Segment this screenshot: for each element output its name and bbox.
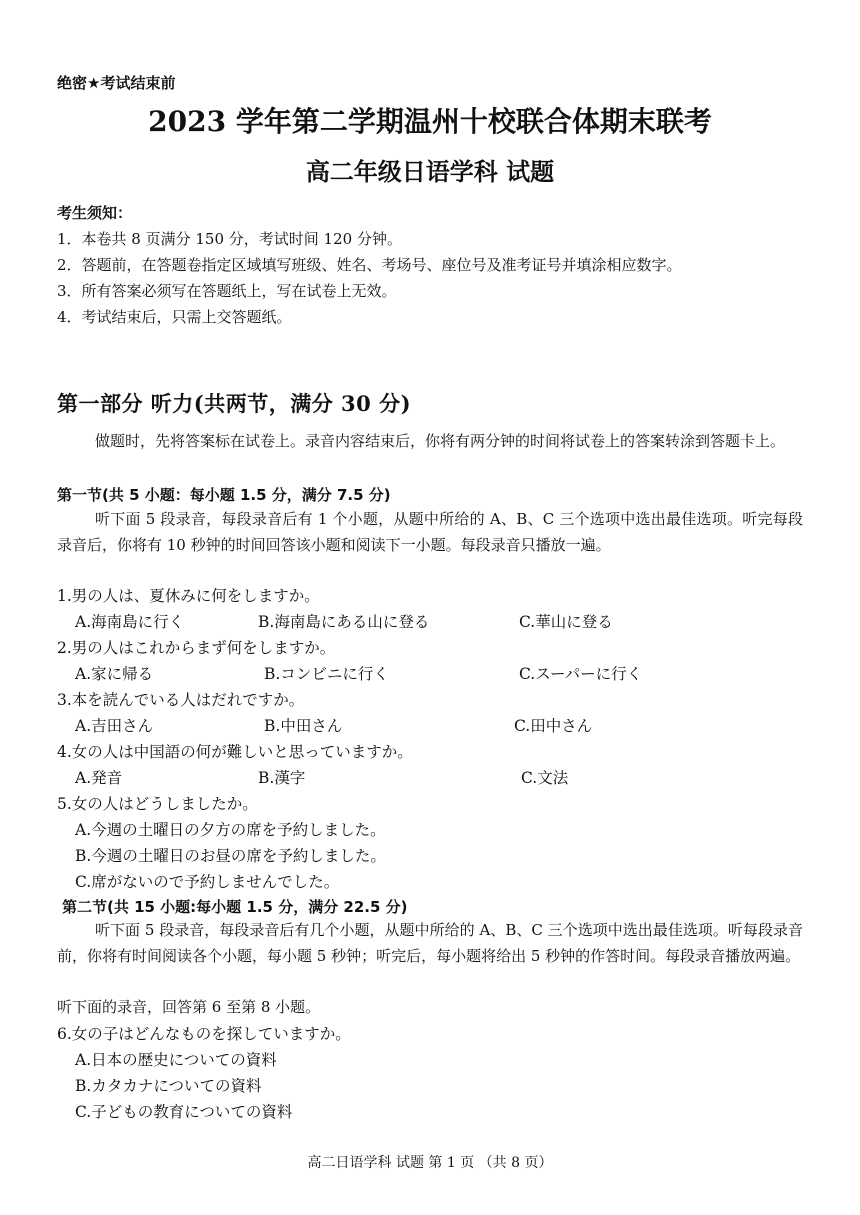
option-a: A.今週の土曜日の夕方の席を予約しました。: [75, 821, 386, 839]
page-footer: 高二日语学科 试题 第 1 页 （共 8 页）: [307, 1155, 553, 1171]
notice-item: 4．考试结束后，只需上交答题纸。: [57, 308, 292, 326]
question-6: 6.女の子はどんなものを探していますか。: [57, 1025, 351, 1043]
option-c: C.席がないので予約しませんでした。: [75, 873, 340, 891]
exam-subtitle: 高二年级日语学科 试题: [305, 157, 555, 186]
option-a: A.発音: [75, 769, 123, 787]
part1-intro: 做题时，先将答案标在试卷上。录音内容结束后，你将有两分钟的时间将试卷上的答案转涂到答题卡上。: [95, 432, 786, 450]
option-b: B.中田さん: [264, 717, 343, 735]
notice-item: 3．所有答案必须写在答题纸上，写在试卷上无效。: [57, 282, 397, 300]
exam-title: 2023 学年第二学期温州十校联合体期末联考: [148, 105, 712, 138]
question-3: 3.本を読んでいる人はだれですか。: [57, 691, 305, 709]
option-c: C.子どもの教育についての資料: [75, 1103, 293, 1121]
section2-subinstruction: 听下面的录音，回答第 6 至第 8 小题。: [57, 998, 321, 1016]
notice-item: 1．本卷共 8 页满分 150 分，考试时间 120 分钟。: [57, 230, 402, 248]
option-b: B.今週の土曜日のお昼の席を予約しました。: [75, 847, 386, 865]
notice-item: 2．答题前，在答题卷指定区域填写班级、姓名、考场号、座位号及准考证号并填涂相应数字。: [57, 256, 682, 274]
section1-heading: 第一节(共 5 小题：每小题 1.5 分，满分 7.5 分): [57, 486, 391, 504]
confidential-mark: 绝密★考试结束前: [57, 74, 176, 92]
question-2: 2.男の人はこれからまず何をしますか。: [57, 639, 336, 657]
option-a: A.日本の歴史についての資料: [75, 1051, 277, 1069]
part1-heading: 第一部分 听力(共两节，满分 30 分): [57, 391, 412, 416]
option-a: A.家に帰る: [75, 665, 154, 683]
option-c: C.スーパーに行く: [519, 665, 643, 683]
section2-heading: 第二节(共 15 小题:每小题 1.5 分，满分 22.5 分): [62, 898, 408, 916]
option-b: B.海南島にある山に登る: [258, 613, 430, 631]
notice-heading: 考生须知：: [57, 204, 133, 222]
option-c: C.田中さん: [514, 717, 593, 735]
section2-instruction: 听下面 5 段录音，每段录音后有几个小题，从题中所给的 A、B、C 三个选项中选出最佳选项。听每段录音前，你将有时间阅读各个小题，每小题 5 秒钟；听完后，每小题将给出 5 秒钟的作答时间。每段录音播放两遍。: [57, 921, 803, 965]
option-b: B.カタカナについての資料: [75, 1077, 262, 1095]
question-5: 5.女の人はどうしましたか。: [57, 795, 258, 813]
option-c: C.華山に登る: [519, 613, 613, 631]
section1-instruction: 听下面 5 段录音，每段录音后有 1 个小题，从题中所给的 A、B、C 三个选项中选出最佳选项。听完每段录音后，你将有 10 秒钟的时间回答该小题和阅读下一小题。每段录音只播放一遍。: [57, 510, 803, 554]
option-b: B.コンビニに行く: [264, 665, 389, 683]
question-1: 1.男の人は、夏休みに何をしますか。: [57, 587, 320, 605]
option-c: C.文法: [521, 769, 569, 787]
option-a: A.吉田さん: [75, 717, 154, 735]
question-4: 4.女の人は中国語の何が難しいと思っていますか。: [57, 743, 413, 761]
option-a: A.海南島に行く: [75, 613, 185, 631]
option-b: B.漢字: [258, 769, 306, 787]
